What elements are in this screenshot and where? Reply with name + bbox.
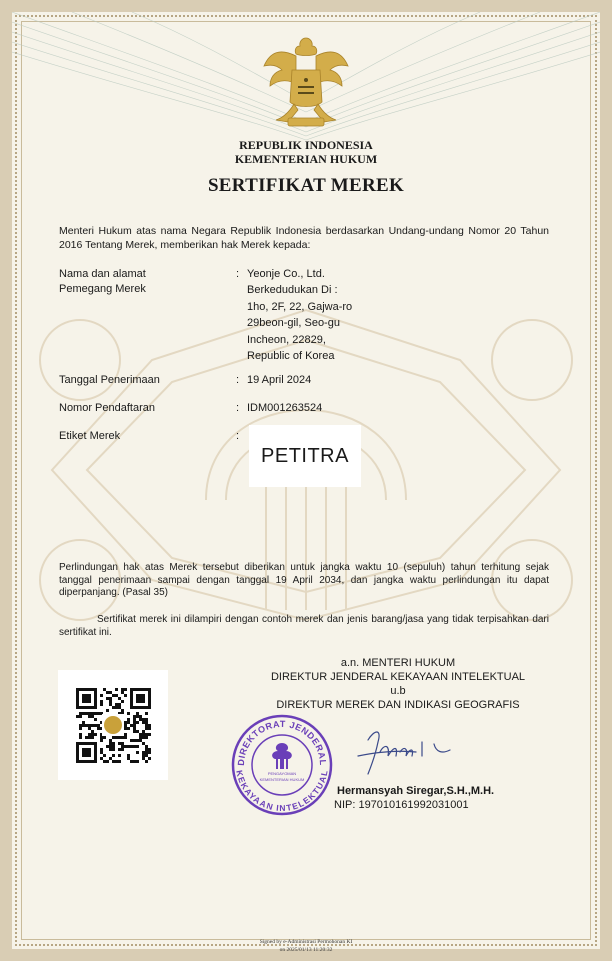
signature-authority-line2: DIREKTUR JENDERAL KEKAYAAN INTELEKTUAL [270, 671, 526, 683]
holder-label-line1: Nama dan alamat [59, 268, 146, 280]
holder-address-line: 1ho, 2F, 22, Gajwa-ro [247, 300, 353, 313]
official-seal-icon [230, 713, 334, 817]
signature-authority-line1: a.n. MENTERI HUKUM [340, 657, 456, 669]
qr-code-icon [58, 670, 168, 780]
etiket-colon: : [236, 430, 240, 442]
receipt-date-label: Tanggal Penerimaan [59, 374, 160, 386]
holder-address [247, 268, 352, 366]
protection-paragraph: Perlindungan hak atas Merek tersebut diberikan untuk jangka waktu 10 (sepuluh) tahun terhitung sejak tanggal penerimaan sampai dengan tanggal 19 April 2034, dan jangka waktu perlindungan itu dapat diperpanjang. (Pasal 35) [59, 562, 549, 598]
seal-top-text: DIREKTORAT JENDERAL [235, 718, 329, 766]
footer-signed-date: on 2025/01/13 11:20:32 [279, 947, 333, 953]
page-title: SERTIFIKAT MEREK [207, 175, 405, 196]
holder-address-line: Berkedudukan Di : [247, 284, 338, 297]
holder-address-line: Republic of Korea [247, 349, 335, 362]
registration-number-label: Nomor Pendaftaran [59, 402, 155, 414]
attachment-paragraph: Sertifikat merek ini dilampiri dengan contoh merek dan jenis barang/jasa yang tidak terpisahkan dari sertifikat ini. [59, 614, 549, 638]
trademark-name: PETITRA [261, 444, 349, 467]
holder-address-line: Incheon, 22829, [247, 333, 326, 346]
receipt-colon: : [236, 374, 240, 386]
intro-paragraph: Menteri Hukum atas nama Negara Republik Indonesia berdasarkan Undang-undang Nomor 20 Tahun 2016 Tentang Merek, memberikan hak Merek kepada: [59, 225, 549, 251]
signature-authority-line3: u.b [390, 685, 406, 697]
qr-code-panel [58, 670, 168, 780]
footer-signed-by: Signed by e-Administrasi Permohonan KI [259, 939, 353, 945]
etiket-label: Etiket Merek [59, 430, 121, 442]
seal-bottom-text: KEKAYAAN INTELEKTUAL [233, 769, 331, 814]
header-ministry: KEMENTERIAN HUKUM [234, 152, 378, 166]
registration-number-value: IDM001263524 [247, 402, 323, 414]
header-country: REPUBLIK INDONESIA [239, 138, 373, 152]
registration-colon: : [236, 402, 240, 414]
receipt-date-value: 19 April 2024 [247, 374, 312, 386]
signatory-name: Hermansyah Siregar,S.H.,M.H. [337, 785, 495, 797]
holder-address-line: Yeonje Co., Ltd. [247, 268, 325, 280]
seal-center-text-1: PENGAYOMAN [267, 771, 297, 776]
signature-authority-line4: DIREKTUR MEREK DAN INDIKASI GEOGRAFIS [276, 699, 520, 711]
trademark-label-box [249, 425, 361, 487]
seal-center-text-2: KEMENTERIAN HUKUM [259, 777, 305, 782]
handwritten-signature [338, 722, 458, 782]
holder-address-line: 29beon-gil, Seo-gu [247, 317, 340, 330]
holder-label-line2: Pemegang Merek [59, 283, 146, 295]
holder-colon: : [236, 268, 240, 280]
garuda-emblem-icon [258, 30, 354, 130]
signatory-nip: NIP: 197010161992031001 [334, 799, 469, 811]
